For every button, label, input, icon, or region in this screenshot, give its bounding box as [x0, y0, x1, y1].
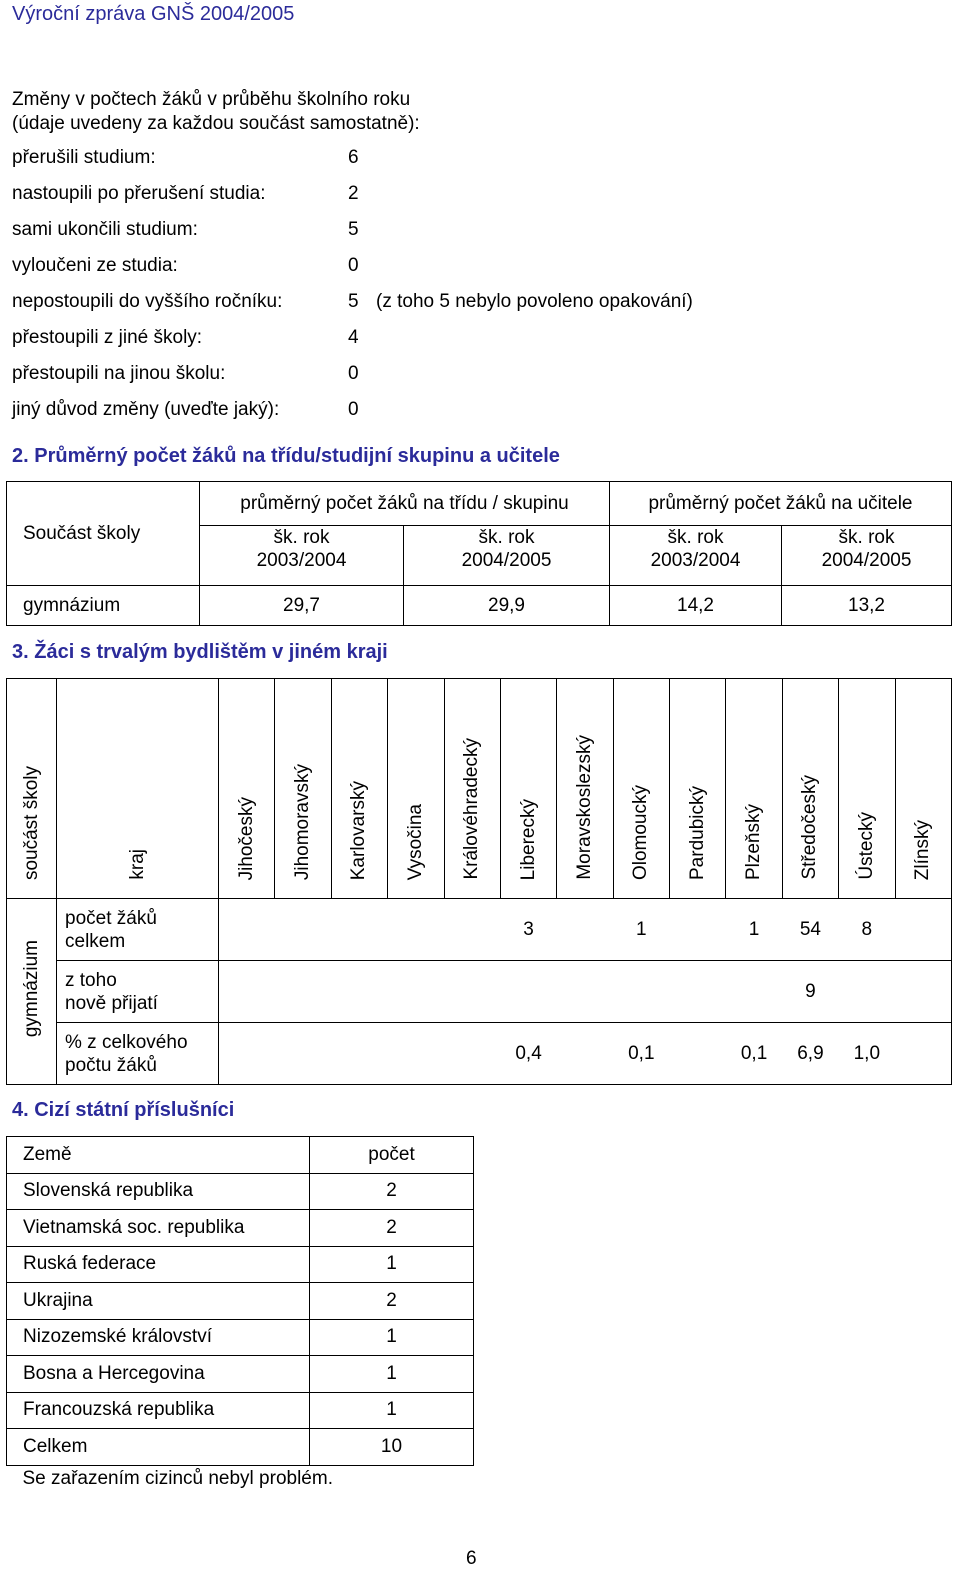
regions-table: [6, 678, 952, 1085]
intro-text: [12, 88, 420, 136]
change-label: nastoupili po přerušení studia:: [12, 183, 266, 204]
count-cell: 10: [310, 1429, 474, 1466]
col-part-header: Součást školy: [7, 482, 200, 586]
intro-line-1: Změny v počtech žáků v průběhu školního roku: [12, 89, 411, 110]
country-cell: Nizozemské království: [7, 1319, 310, 1356]
change-value: 0: [348, 399, 359, 420]
region-value: 1,0: [853, 1042, 881, 1064]
country-cell: Celkem: [7, 1429, 310, 1466]
year-value: 2003/2004: [256, 550, 347, 571]
count-cell: 1: [310, 1356, 474, 1393]
country-cell: Francouzská republika: [7, 1392, 310, 1429]
region-value: 8: [861, 918, 873, 940]
region-header: [839, 679, 895, 899]
count-cell: 1: [310, 1246, 474, 1283]
col-region-label: kraj: [126, 849, 148, 880]
region-value: 6,9: [797, 1042, 824, 1064]
row-label-line: % z celkového: [65, 1031, 188, 1053]
count-cell: 1: [310, 1319, 474, 1356]
row-label-line: počtu žáků: [65, 1054, 157, 1076]
row-label-line: z toho: [65, 969, 117, 991]
year-value: 2004/2005: [461, 550, 552, 571]
change-label: vyloučeni ze studia:: [12, 255, 178, 276]
region-header: [557, 679, 613, 899]
section-4-title: 4. Cizí státní příslušníci: [12, 1099, 235, 1121]
intro-line-2: (údaje uvedeny za každou součást samostatně):: [12, 113, 420, 134]
row-label-line: počet žáků: [65, 907, 157, 929]
change-value: 5: [348, 291, 359, 312]
region-label: Středočeský: [799, 775, 821, 880]
count-cell: 2: [310, 1283, 474, 1320]
row-label-line: nově přijatí: [65, 992, 158, 1014]
region-header: [726, 679, 782, 899]
year-value: 2003/2004: [650, 550, 741, 571]
year-label: šk. rok: [838, 527, 895, 548]
avg-students-table: [6, 481, 952, 626]
region-label: Karlovarský: [348, 780, 370, 880]
section-2-title: 2. Průměrný počet žáků na třídu/studijní skupinu a učitele: [12, 445, 560, 467]
row-label-line: celkem: [65, 930, 126, 952]
year-header: [200, 526, 404, 586]
region-value: 1: [636, 918, 647, 940]
year-header: [782, 526, 952, 586]
region-value: 9: [805, 980, 816, 1002]
value-cell: 29,7: [200, 586, 404, 626]
region-value: 54: [799, 918, 821, 940]
region-value: 1: [748, 918, 760, 940]
region-value: 0,1: [740, 1042, 768, 1064]
row-label: [57, 961, 219, 1023]
change-value: 6: [348, 147, 359, 168]
group-per-class-header: průměrný počet žáků na třídu / skupinu: [200, 482, 610, 526]
region-header: [331, 679, 387, 899]
page-number: 6: [466, 1548, 477, 1569]
year-label: šk. rok: [273, 527, 330, 548]
change-label: jiný důvod změny (uveďte jaký):: [12, 399, 280, 420]
change-value: 5: [348, 219, 359, 240]
region-label: Pardubický: [686, 786, 708, 880]
country-cell: Ruská federace: [7, 1246, 310, 1283]
value-cell: 13,2: [782, 586, 952, 626]
footnote: Se zařazením cizinců nebyl problém.: [22, 1467, 333, 1489]
region-header: [275, 679, 331, 899]
col-count-header: počet: [310, 1137, 474, 1174]
section-3-title: 3. Žáci s trvalým bydlištěm v jiném kraji: [12, 641, 388, 663]
values-area: [219, 961, 952, 1023]
year-header: [404, 526, 610, 586]
count-cell: 1: [310, 1392, 474, 1429]
year-label: šk. rok: [667, 527, 724, 548]
region-header: [388, 679, 444, 899]
change-note: (z toho 5 nebylo povoleno opakování): [376, 291, 693, 312]
count-cell: 2: [310, 1173, 474, 1210]
row-label: [57, 1023, 219, 1085]
country-cell: Bosna a Hercegovina: [7, 1356, 310, 1393]
group-per-teacher-header: průměrný počet žáků na učitele: [610, 482, 952, 526]
change-label: přestoupili z jiné školy:: [12, 327, 203, 348]
country-cell: Ukrajina: [7, 1283, 310, 1320]
col-part-header: [7, 679, 57, 899]
change-value: 2: [348, 183, 359, 204]
region-value: 3: [523, 918, 534, 940]
region-label: Jihočeský: [235, 796, 257, 880]
region-header: [782, 679, 838, 899]
part-label: gymnázium: [20, 939, 42, 1038]
count-cell: 2: [310, 1210, 474, 1247]
col-country-header: Země: [7, 1137, 310, 1174]
region-header: [613, 679, 669, 899]
region-label: Královéhradecký: [461, 738, 483, 880]
region-label: Zlínský: [912, 819, 934, 880]
value-cell: 14,2: [610, 586, 782, 626]
change-value: 0: [348, 363, 359, 384]
year-header: [610, 526, 782, 586]
col-part-label: součást školy: [20, 765, 42, 880]
region-header: [444, 679, 500, 899]
change-value: 4: [348, 327, 359, 348]
region-label: Ústecký: [855, 812, 877, 880]
change-label: přerušili studium:: [12, 147, 156, 168]
region-header: [670, 679, 726, 899]
region-label: Plzeňský: [743, 803, 765, 880]
page-header-title: Výroční zpráva GNŠ 2004/2005: [12, 3, 295, 25]
change-label: nepostoupili do vyššího ročníku:: [12, 291, 283, 312]
region-label: Moravskoslezský: [573, 735, 595, 880]
year-value: 2004/2005: [821, 550, 912, 571]
foreign-nationals-table: [6, 1136, 474, 1496]
value-cell: 29,9: [404, 586, 610, 626]
change-label: sami ukončili studium:: [12, 219, 198, 240]
country-cell: Slovenská republika: [7, 1173, 310, 1210]
region-label: Olomoucký: [630, 784, 652, 880]
col-region-header: [57, 679, 219, 899]
region-value: 0,1: [628, 1042, 655, 1064]
row-label: [57, 899, 219, 961]
region-label: Jihomoravský: [292, 763, 314, 880]
change-value: 0: [348, 255, 359, 276]
change-label: přestoupili na jinou školu:: [12, 363, 226, 384]
region-header: [219, 679, 275, 899]
region-label: Liberecký: [517, 798, 539, 880]
region-value: 0,4: [515, 1042, 542, 1064]
region-label: Vysočina: [404, 803, 426, 880]
country-cell: Vietnamská soc. republika: [7, 1210, 310, 1247]
row-part: gymnázium: [7, 586, 200, 626]
part-cell: [7, 899, 57, 1085]
year-label: šk. rok: [478, 527, 535, 548]
region-header: [895, 679, 952, 899]
region-header: [500, 679, 556, 899]
